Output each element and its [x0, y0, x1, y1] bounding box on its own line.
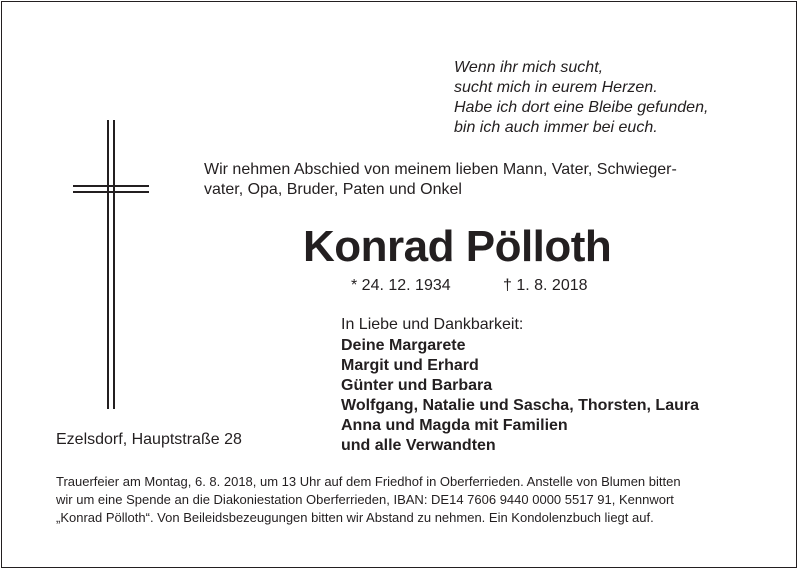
poem-line: Habe ich dort eine Bleibe gefunden, — [454, 99, 709, 116]
farewell-line: vater, Opa, Bruder, Paten und Onkel — [204, 181, 462, 198]
birth-date: * 24. 12. 1934 — [351, 277, 451, 294]
poem-line: bin ich auch immer bei euch. — [454, 119, 658, 136]
cross-vertical-bar — [107, 120, 115, 409]
thanks-line: In Liebe und Dankbarkeit: — [341, 316, 524, 333]
mourner-entry: Wolfgang, Natalie und Sascha, Thorsten, Laura — [341, 397, 699, 414]
notice-line: Trauerfeier am Montag, 6. 8. 2018, um 13 Uhr auf dem Friedhof in Oberferrieden. Anstelle von Blumen bitten — [56, 474, 681, 489]
mourner-entry: Margit und Erhard — [341, 357, 479, 374]
poem-line: Wenn ihr mich sucht, — [454, 59, 604, 76]
mourner-entry: Günter und Barbara — [341, 377, 493, 394]
mourner-entry: und alle Verwandten — [341, 437, 496, 454]
cross-horizontal-bar — [73, 185, 149, 193]
farewell-line: Wir nehmen Abschied von meinem lieben Mann, Vater, Schwieger- — [204, 161, 677, 178]
funeral-notice — [56, 473, 681, 527]
death-date: † 1. 8. 2018 — [503, 277, 588, 294]
farewell-text — [204, 160, 677, 200]
notice-line: wir um eine Spende an die Diakoniestation Oberferrieden, IBAN: DE14 7606 9440 0000 5517 91, Kennwort — [56, 492, 674, 507]
mourner-entry: Anna und Magda mit Familien — [341, 417, 568, 434]
notice-line: „Konrad Pölloth“. Von Beileidsbezeugungen bitten wir Abstand zu nehmen. Ein Kondolenzbuch liegt auf. — [56, 510, 654, 525]
address: Ezelsdorf, Hauptstraße 28 — [56, 431, 242, 448]
poem-line: sucht mich in eurem Herzen. — [454, 79, 658, 96]
poem — [454, 58, 708, 138]
mourners-list — [341, 336, 699, 456]
mourner-entry: Deine Margarete — [341, 337, 466, 354]
deceased-name: Konrad Pölloth — [303, 222, 612, 271]
